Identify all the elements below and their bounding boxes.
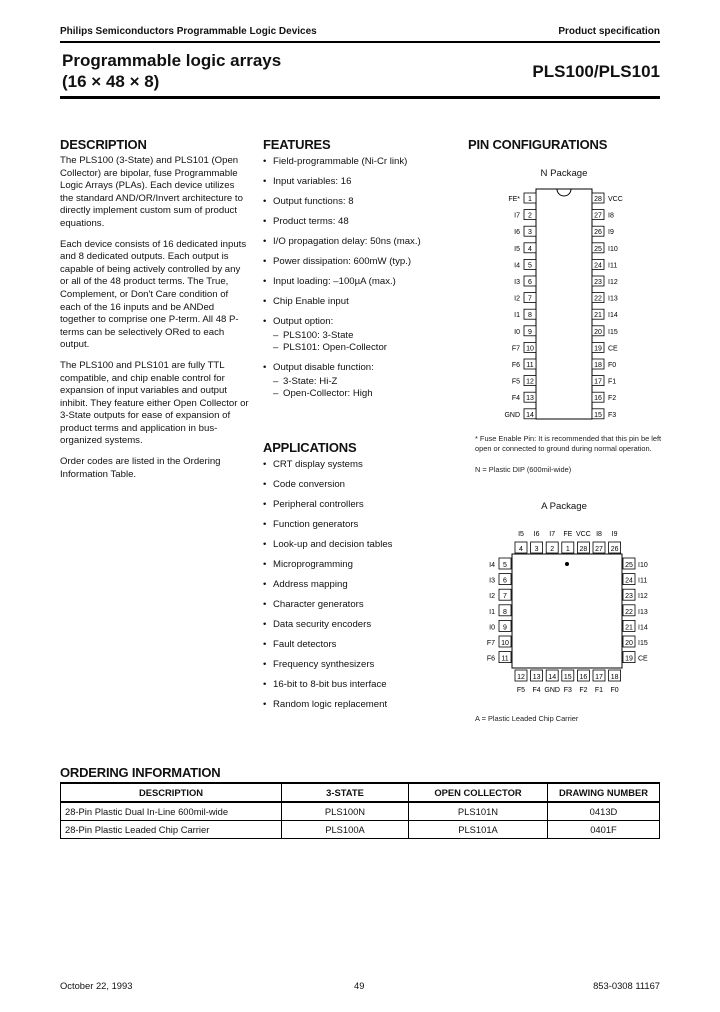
pin-number: 25 bbox=[594, 245, 602, 253]
pin-signal-label: I7 bbox=[514, 212, 520, 220]
table-cell: PLS100N bbox=[282, 802, 409, 821]
pin-number: 18 bbox=[610, 674, 619, 681]
pin-number: 2 bbox=[528, 212, 532, 220]
pin-signal-label: I6 bbox=[514, 229, 520, 237]
pin-number: 4 bbox=[528, 245, 532, 253]
pin-signal-label: I9 bbox=[608, 229, 614, 237]
pin-signal-label: I3 bbox=[514, 279, 520, 286]
dip-body bbox=[536, 189, 592, 419]
pin-signal-label: I11 bbox=[638, 577, 648, 585]
col-header: DRAWING NUMBER bbox=[548, 783, 660, 802]
feature-output-disable bbox=[263, 362, 453, 400]
ordering-header-row bbox=[61, 783, 660, 802]
pin-signal-label: VCC bbox=[608, 196, 623, 203]
description-paragraph: The PLS100 and PLS101 are fully TTL compatible, and chip enable control for expansion of input variables and output inhibit. They feature either Open Collector or 3-State outputs for ease of expansion of product terms and application in bus-organized systems. bbox=[60, 359, 249, 447]
pin-signal-label: F5 bbox=[516, 687, 526, 694]
description-paragraph: The PLS100 (3-State) and PLS101 (Open Collector) are bipolar, fuse Programmable Logic Arrays (PLAs). Each device utilizes the standard AND/OR/Invert architecture to directly implement custom sum of product equations. bbox=[60, 155, 243, 229]
pin-signal-label: FE bbox=[563, 531, 573, 538]
pin-signal-label: F0 bbox=[608, 362, 617, 369]
footer-doc-code: 853-0308 11167 bbox=[593, 980, 660, 991]
feature-item: • Power dissipation: 600mW (typ.) bbox=[263, 256, 453, 268]
pin-number: 11 bbox=[526, 362, 534, 369]
pin-number: 21 bbox=[625, 624, 633, 632]
header-rule bbox=[60, 41, 660, 43]
pin-signal-label: I7 bbox=[549, 531, 556, 538]
pin-number: 19 bbox=[625, 655, 633, 663]
pin-number: 17 bbox=[595, 674, 603, 681]
pin-signal-label: I1 bbox=[514, 312, 520, 320]
pin-signal-label: FE* bbox=[508, 196, 520, 203]
pin-signal-label: I5 bbox=[518, 531, 524, 538]
n-package-note: N = Plastic DIP (600mil-wide) bbox=[475, 465, 572, 474]
pin-number: 28 bbox=[594, 196, 602, 203]
pin-number: 20 bbox=[594, 328, 602, 336]
pin-signal-label: I8 bbox=[608, 212, 614, 220]
pin-signal-label: GND bbox=[504, 411, 520, 419]
table-cell: PLS101A bbox=[409, 821, 548, 839]
pin-signal-label: I15 bbox=[608, 328, 618, 336]
pin-signal-label: I12 bbox=[638, 593, 648, 601]
pin-number: 5 bbox=[503, 562, 507, 569]
feature-item: • Product terms: 48 bbox=[263, 216, 453, 228]
feature-output-option bbox=[263, 316, 453, 354]
pin-signal-label: F2 bbox=[579, 687, 588, 694]
description-heading: DESCRIPTION bbox=[60, 137, 147, 152]
pin-signal-label: I13 bbox=[608, 295, 618, 303]
applications-list bbox=[263, 459, 453, 711]
output-option-sub: – PLS101: Open-Collector bbox=[273, 342, 453, 354]
pin-number: 6 bbox=[503, 577, 507, 585]
pin-signal-label: I2 bbox=[489, 593, 495, 601]
table-cell: 28-Pin Plastic Leaded Chip Carrier bbox=[61, 821, 282, 839]
application-item: • Code conversion bbox=[263, 479, 453, 491]
pin-number: 10 bbox=[526, 345, 534, 353]
pin-number: 25 bbox=[625, 562, 633, 569]
pin-signal-label: VCC bbox=[576, 531, 591, 538]
output-option-sub: – PLS100: 3-State bbox=[273, 330, 453, 342]
output-disable-sub: – Open-Collector: High bbox=[273, 388, 453, 400]
pin-number: 7 bbox=[503, 593, 507, 601]
pin-number: 21 bbox=[594, 312, 602, 320]
pin-signal-label: I10 bbox=[638, 562, 648, 569]
pin-signal-label: F3 bbox=[563, 687, 572, 694]
pin-number: 19 bbox=[594, 345, 602, 353]
application-item: • CRT display systems bbox=[263, 459, 453, 471]
applications-heading: APPLICATIONS bbox=[263, 440, 357, 455]
pin-signal-label: I14 bbox=[608, 312, 618, 320]
pin-number: 5 bbox=[528, 262, 532, 270]
pin-signal-label: F1 bbox=[594, 687, 604, 694]
header-doc-type: Product specification bbox=[558, 26, 660, 37]
col-header: 3-STATE bbox=[282, 783, 409, 802]
pin-signal-label: I0 bbox=[514, 328, 520, 336]
features-heading: FEATURES bbox=[263, 137, 331, 152]
application-item: • Peripheral controllers bbox=[263, 499, 453, 511]
table-cell: 28-Pin Plastic Dual In-Line 600mil-wide bbox=[61, 802, 282, 821]
table-cell: PLS101N bbox=[409, 802, 548, 821]
pin-number: 7 bbox=[528, 295, 532, 303]
pin-number: 9 bbox=[528, 328, 532, 336]
application-item: • Frequency synthesizers bbox=[263, 659, 453, 671]
pin-number: 22 bbox=[594, 295, 602, 303]
pin-signal-label: I9 bbox=[611, 531, 618, 538]
footer-date: October 22, 1993 bbox=[60, 980, 133, 991]
pin-signal-label: I15 bbox=[638, 640, 648, 647]
pin-signal-label: CE bbox=[638, 655, 648, 663]
pin1-dot bbox=[565, 562, 569, 566]
col-header: OPEN COLLECTOR bbox=[409, 783, 548, 802]
pin-signal-label: F7 bbox=[486, 640, 495, 647]
feature-item: • Input loading: –100µA (max.) bbox=[263, 276, 453, 288]
feature-item: • I/O propagation delay: 50ns (max.) bbox=[263, 236, 453, 248]
pin-signal-label: CE bbox=[608, 345, 618, 353]
pin-signal-label: F4 bbox=[511, 395, 520, 403]
pin-number: 23 bbox=[594, 279, 602, 286]
pin-signal-label: F7 bbox=[511, 345, 520, 353]
output-disable-sub: – 3-State: Hi-Z bbox=[273, 376, 453, 388]
features-section bbox=[263, 137, 453, 408]
pin-number: 2 bbox=[550, 546, 555, 553]
page-title: Programmable logic arrays bbox=[62, 51, 282, 70]
pin-number: 14 bbox=[526, 411, 534, 419]
a-package-diagram bbox=[468, 522, 660, 700]
ordering-heading: ORDERING INFORMATION bbox=[60, 765, 221, 780]
table-row bbox=[61, 802, 660, 821]
pin-number: 6 bbox=[528, 279, 532, 286]
plcc-body bbox=[512, 554, 622, 668]
pin-number: 4 bbox=[519, 546, 523, 553]
output-disable-label: Output disable function: bbox=[273, 362, 374, 373]
pin-signal-label: F6 bbox=[486, 655, 495, 663]
pin-number: 1 bbox=[528, 196, 532, 203]
pin-signal-label: F2 bbox=[608, 395, 617, 403]
pin-number: 3 bbox=[534, 546, 539, 553]
pin-signal-label: F6 bbox=[511, 362, 520, 369]
pin-signal-label: I13 bbox=[638, 608, 648, 616]
pin-signal-label: F1 bbox=[608, 378, 617, 386]
pin-number: 15 bbox=[563, 674, 572, 681]
feature-item: • Output functions: 8 bbox=[263, 196, 453, 208]
pin-signal-label: I5 bbox=[514, 245, 520, 253]
pin-signal-label: I14 bbox=[638, 624, 648, 632]
application-item: • Function generators bbox=[263, 519, 453, 531]
pin-number: 26 bbox=[594, 229, 602, 237]
description-paragraph: Order codes are listed in the Ordering Information Table. bbox=[60, 456, 221, 480]
pin-number: 16 bbox=[579, 674, 588, 681]
pin-number: 12 bbox=[517, 674, 525, 681]
application-item: • Random logic replacement bbox=[263, 699, 453, 711]
n-package-label: N Package bbox=[540, 168, 588, 179]
pin-number: 8 bbox=[528, 312, 532, 320]
pin-signal-label: I8 bbox=[596, 531, 602, 538]
table-cell: PLS100A bbox=[282, 821, 409, 839]
pin-number: 13 bbox=[532, 674, 541, 681]
application-item: • Data security encoders bbox=[263, 619, 453, 631]
features-list bbox=[263, 156, 453, 400]
application-item: • Character generators bbox=[263, 599, 453, 611]
header-company: Philips Semiconductors Programmable Logic Devices bbox=[60, 26, 317, 37]
pin-signal-label: F4 bbox=[532, 687, 541, 694]
pin-number: 9 bbox=[503, 624, 507, 632]
table-cell: 0413D bbox=[548, 802, 660, 821]
page-subtitle: (16 × 48 × 8) bbox=[62, 72, 160, 91]
application-item: • Fault detectors bbox=[263, 639, 453, 651]
pin-number: 27 bbox=[595, 546, 603, 553]
pin-signal-label: I4 bbox=[514, 262, 520, 270]
description-section bbox=[60, 137, 250, 489]
pin-signal-label: F3 bbox=[608, 411, 617, 419]
col-header: DESCRIPTION bbox=[61, 783, 282, 802]
pin-signal-label: I0 bbox=[489, 624, 495, 632]
application-item: • Look-up and decision tables bbox=[263, 539, 453, 551]
pin-signal-label: F5 bbox=[511, 378, 520, 386]
pin-number: 23 bbox=[625, 593, 633, 601]
pin-signal-label: I11 bbox=[608, 262, 618, 270]
feature-item: • Field-programmable (Ni-Cr link) bbox=[263, 156, 453, 168]
pin-signal-label: I4 bbox=[489, 562, 495, 569]
pin-number: 26 bbox=[610, 546, 619, 553]
pin-number: 28 bbox=[579, 546, 588, 553]
pin-number: 27 bbox=[594, 212, 602, 220]
part-number: PLS100/PLS101 bbox=[532, 62, 660, 81]
a-package-note: A = Plastic Leaded Chip Carrier bbox=[475, 714, 579, 723]
pin-number: 1 bbox=[565, 546, 570, 553]
pin-number: 16 bbox=[594, 395, 602, 403]
feature-item: • Input variables: 16 bbox=[263, 176, 453, 188]
application-item: • Address mapping bbox=[263, 579, 453, 591]
application-item: • 16-bit to 8-bit bus interface bbox=[263, 679, 453, 691]
pin-number: 17 bbox=[594, 378, 602, 386]
pin-signal-label: I2 bbox=[514, 295, 520, 303]
pin-number: 8 bbox=[503, 608, 507, 616]
pin-number: 20 bbox=[625, 640, 633, 647]
pin-number: 18 bbox=[594, 362, 602, 369]
description-paragraph: Each device consists of 16 dedicated inputs and 8 dedicated outputs. Each output is capable of being actively controlled by any or all of the 48 product terms. The True, Complement, or Don't Care condition of each of the 16 inputs and be ANDed together to comprise one P-term. All 48 P-terms can be selectively ORed to each output. bbox=[60, 238, 247, 351]
pin-number: 14 bbox=[548, 674, 557, 681]
pin-number: 24 bbox=[625, 577, 633, 585]
pin-signal-label: F0 bbox=[610, 687, 619, 694]
n-package-diagram bbox=[468, 185, 660, 423]
table-row bbox=[61, 821, 660, 839]
a-package-label: A Package bbox=[541, 501, 587, 512]
pin-number: 22 bbox=[625, 608, 633, 616]
ordering-table bbox=[60, 782, 660, 839]
application-item: • Microprogramming bbox=[263, 559, 453, 571]
fuse-enable-note: * Fuse Enable Pin: It is recommended that this pin be left open or connected to ground during normal operation. bbox=[475, 434, 662, 453]
pin-signal-label: I12 bbox=[608, 279, 618, 286]
pin-number: 24 bbox=[594, 262, 602, 270]
pin-number: 3 bbox=[528, 229, 532, 237]
pin-number: 15 bbox=[594, 411, 602, 419]
feature-item: • Chip Enable input bbox=[263, 296, 453, 308]
pin-number: 10 bbox=[501, 640, 509, 647]
pin-number: 12 bbox=[526, 378, 534, 386]
pin-signal-label: I1 bbox=[489, 608, 495, 616]
table-cell: 0401F bbox=[548, 821, 660, 839]
title-rule bbox=[60, 96, 660, 99]
pin-signal-label: I3 bbox=[489, 577, 495, 585]
pin-signal-label: GND bbox=[544, 687, 560, 694]
footer-page-number: 49 bbox=[354, 980, 365, 991]
pin-configurations-section bbox=[468, 137, 660, 152]
pin-signal-label: I6 bbox=[533, 531, 540, 538]
applications-section bbox=[263, 440, 453, 719]
pin-configurations-heading: PIN CONFIGURATIONS bbox=[468, 137, 608, 152]
pin-number: 11 bbox=[501, 655, 509, 663]
pin-signal-label: I10 bbox=[608, 245, 618, 253]
pin-number: 13 bbox=[526, 395, 534, 403]
output-option-label: Output option: bbox=[273, 316, 334, 327]
